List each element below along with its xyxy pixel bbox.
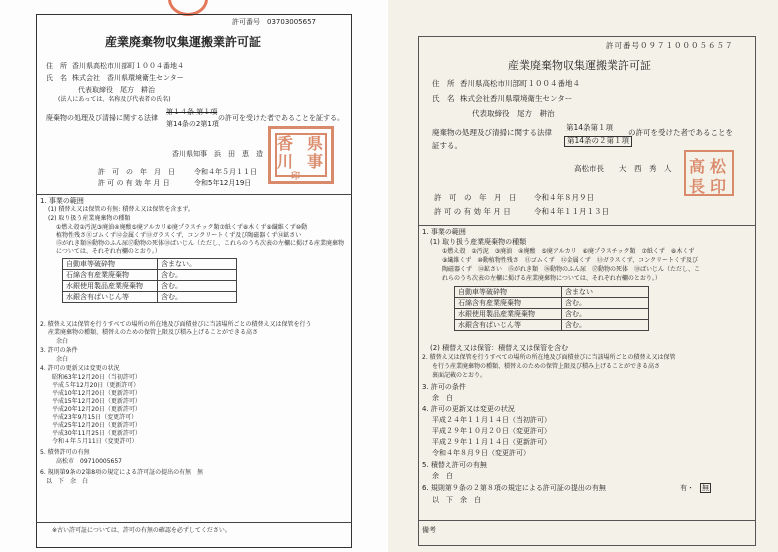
permit-date: 令和４年８月９日 <box>534 193 594 202</box>
section-6-heading: 6. 規則第9条の2第8項の規定による許可証の提出の有無 無 <box>40 469 204 476</box>
law-text-2: の許可を受けた者であることを証する。 <box>218 114 344 122</box>
waste-types-line: ⑮がれき類⑯動物のふん尿⑰動物の死体⑱ばいじん（ただし、これらのうち次表の左欄に掲げる産業廃棄物 <box>56 240 345 247</box>
history-item: 令和４年５月11日（変更許可） <box>52 438 138 445</box>
address-label: 住 所 <box>46 62 67 70</box>
history-item: 平成10年12月20日（更新許可） <box>52 390 141 397</box>
representative: 代表取締役 尾方 耕治 <box>78 86 155 94</box>
name-label: 氏 名 <box>432 94 455 103</box>
section-1-1: (1) 積替え又は保管の有無: 積替え又は保管を含まず。 <box>48 206 194 213</box>
law-text: 廃棄物の処理及び清掃に関する法律 <box>46 114 158 122</box>
section-6-choice: 有・ <box>680 484 694 492</box>
history-item: 平成２９年１１月１４日（更新許可） <box>432 438 551 446</box>
document-title: 産業廃棄物収集運搬業許可証 <box>508 59 651 72</box>
address-value: 香川県高松市川部町１００４番地４ <box>460 79 580 88</box>
waste-types-line: れらのうち次表の左欄に掲げる産業廃棄物については、それぞれ右欄のとおり。） <box>442 275 661 282</box>
history-item: 平成20年12月20日（更新許可） <box>52 406 141 413</box>
issuer: 高松市長 大 西 秀 人 <box>574 164 672 173</box>
section-2-note: 裏面記載のとおり。 <box>432 372 487 379</box>
law-text: 廃棄物の処理及び清掃に関する法律 <box>432 128 552 137</box>
section-4-heading: 4. 許可の更新又は変更の状況 <box>422 405 515 413</box>
history-item: 平成15年12月20日（更新許可） <box>52 398 141 405</box>
permit-date: 令和４年５月１１日 <box>194 168 257 176</box>
permit-number: 許可番号 03703005657 <box>232 18 316 26</box>
end-of-document: 以 下 余 白 <box>46 478 89 485</box>
section-5-heading: 5. 積替え許可の有無 <box>422 461 487 469</box>
waste-types-line: ①燃え殻②汚泥③廃油④廃酸⑤廃アルカリ⑥廃プラスチック類⑦紙くず⑧木くず⑨繊維くず⑩動 <box>56 224 308 231</box>
section-1-heading: 1. 事業の範囲 <box>422 228 466 236</box>
waste-exception-table <box>454 286 649 331</box>
issuer: 香川県知事 浜 田 恵 造 <box>172 150 263 158</box>
section-1-2: (2) 積替え又は保管：積替え又は保管を含む <box>430 344 569 352</box>
document-title: 産業廃棄物収集運搬業許可証 <box>105 35 262 49</box>
address-value: 香川県高松市川部町１００４番地４ <box>72 62 184 70</box>
section-3-heading: 3. 許可の条件 <box>422 383 466 391</box>
law-text-3: 証する。 <box>432 141 462 150</box>
table-row: 水銀使用製品産業廃棄物 含む。 <box>63 281 237 292</box>
section-4-heading: 4. 許可の更新又は変更の状況 <box>40 365 120 372</box>
name-value: 株式会社香川県環境衛生センター <box>460 94 573 103</box>
governor-seal: 県 香 川 事 印 <box>268 126 334 184</box>
table-row: 石綿含有産業廃棄物 含む。 <box>63 270 237 281</box>
law-struck-article: 第１４条 第１項 <box>166 108 218 116</box>
expiry-date: 令和４年１１月１３日 <box>534 207 609 216</box>
divider <box>36 522 352 523</box>
section-1-2: (2) 取り扱う産業廃棄物の種類 <box>48 215 131 222</box>
section-3-heading: 3. 許可の条件 <box>40 347 78 354</box>
name-value: 株式会社 香川県環境衛生センター <box>72 74 184 82</box>
waste-types-line: 植物性残さ⑪ゴムくず⑫金属くず⑬ガラスくず、コンクリートくず及び陶磁器くず⑭鉱さい <box>56 232 302 239</box>
section-2-text: を行う産業廃棄物の種類、積替えのための保管上限及び積み上げることができる高さ <box>432 363 661 370</box>
section-5-value: 余 白 <box>432 472 453 480</box>
section-3-blank: 余 白 <box>432 394 453 402</box>
history-item: 平成２４年１１月１４日（当初許可） <box>432 416 551 424</box>
name-note: (法人にあっては、名称及び代表者の氏名) <box>58 96 171 103</box>
section-2-text: 産業廃棄物の種類、積替えのための保管上限及び積み上げることができる高さ <box>48 329 259 336</box>
permit-number: 許可番号０９７１０００５６５７ <box>606 41 734 50</box>
footer-note: ※古い許可証については、許可の有無の確認を必ずしてください。 <box>52 527 231 534</box>
waste-types-line: ⑨繊維くず ⑩動植物性残さ ⑪ゴムくず ⑫金属くず ⑬ガラスくず、コンクリートくず及び <box>442 257 698 264</box>
expiry-label: 許 可 の 有 効 年 月 日 <box>98 179 170 187</box>
waste-exception-table <box>62 258 237 303</box>
section-2-heading: 2. 積替え又は保管を行うすべての場所の所在地及び面積並びに当該場所ごとの積替え又は保管 <box>422 354 676 361</box>
divider <box>418 520 756 521</box>
table-row: 自動車等破砕物 含まない。 <box>63 259 237 270</box>
table-row: 石綿含有産業廃棄物 含む。 <box>455 298 649 309</box>
section-1-1: (1) 取り扱う産業廃棄物の種類 <box>430 238 527 246</box>
divider <box>418 225 756 226</box>
law-text-2: の許可を受けた者であることを <box>628 128 733 137</box>
section-2-blank: 余白 <box>56 338 69 345</box>
table-row: 水銀含有ばいじん等 含む。 <box>455 320 649 331</box>
history-item: 昭和63年12月20日（当初許可） <box>52 374 141 381</box>
mayor-seal: 高 松 長 印 <box>684 150 734 196</box>
table-row: 水銀使用製品産業廃棄物 含む。 <box>455 309 649 320</box>
section-3-blank: 余白 <box>56 356 69 363</box>
divider <box>36 194 352 195</box>
waste-types-line: 陶磁器くず ⑭鉱さい ⑮がれき類 ⑯動物のふん尿 ⑰動物の死体 ⑱ばいじん（ただし、こ <box>442 266 701 273</box>
history-item: 平成２９年１０月２０日（変更許可） <box>432 427 551 435</box>
section-2-heading: 2. 積替え又は保管を行うすべての場所の所在地及び面積並びに当該場所ごとの積替え又は保管を行う <box>40 321 312 328</box>
table-row: 水銀含有ばいじん等 含む。 <box>63 292 237 303</box>
remarks-label: 備考 <box>422 526 436 534</box>
address-label: 住 所 <box>432 79 455 88</box>
history-item: 平成５年12月20日（更新許可） <box>52 382 140 389</box>
law-article: 第14条の2第1項 <box>166 120 219 128</box>
history-item: 令和４年８月９日（変更許可） <box>432 449 530 457</box>
history-item: 平成25年12月20日（更新許可） <box>52 422 141 429</box>
law-article-2: 第14条の２第１項 <box>564 136 632 147</box>
history-item: 平成23年9月15日（変更許可） <box>52 414 138 421</box>
date-label: 許 可 の 年 月 日 <box>98 168 175 176</box>
section-6-selected: 無 <box>702 484 709 492</box>
history-item: 平成30年11月25日（更新許可） <box>52 430 141 437</box>
table-row: 自動車等破砕物 含まない <box>455 287 649 298</box>
permit-document-takamatsu <box>388 0 778 552</box>
end-of-document: 以 下 余 白 <box>432 496 481 504</box>
section-6-heading: 6. 規則第９条の２第８項の規定による許可証の提出の有無 <box>422 484 606 492</box>
permit-document-kagawa <box>0 0 387 552</box>
section-5-value: 高松市 09710005657 <box>56 458 122 465</box>
representative: 代表取締役 尾方 耕治 <box>472 109 555 118</box>
expiry-label: 許 可 の 有 効 年 月 日 <box>434 207 511 216</box>
expiry-date: 令和5年12月19日 <box>194 179 252 187</box>
date-label: 許 可 の 年 月 日 <box>434 193 517 202</box>
waste-types-line: ①燃え殻 ②汚泥 ③廃油 ④廃酸 ⑤廃アルカリ ⑥廃プラスチック類 ⑦紙くず ⑧木くず <box>442 248 695 255</box>
name-label: 氏 名 <box>46 74 67 82</box>
law-article-1: 第14条第１項 <box>566 123 614 132</box>
section-1-heading: 1. 事業の範囲 <box>40 197 84 205</box>
waste-types-line: については、それぞれ右欄のとおり。） <box>56 248 161 255</box>
section-5-heading: 5. 積替許可の有無 <box>40 449 90 456</box>
